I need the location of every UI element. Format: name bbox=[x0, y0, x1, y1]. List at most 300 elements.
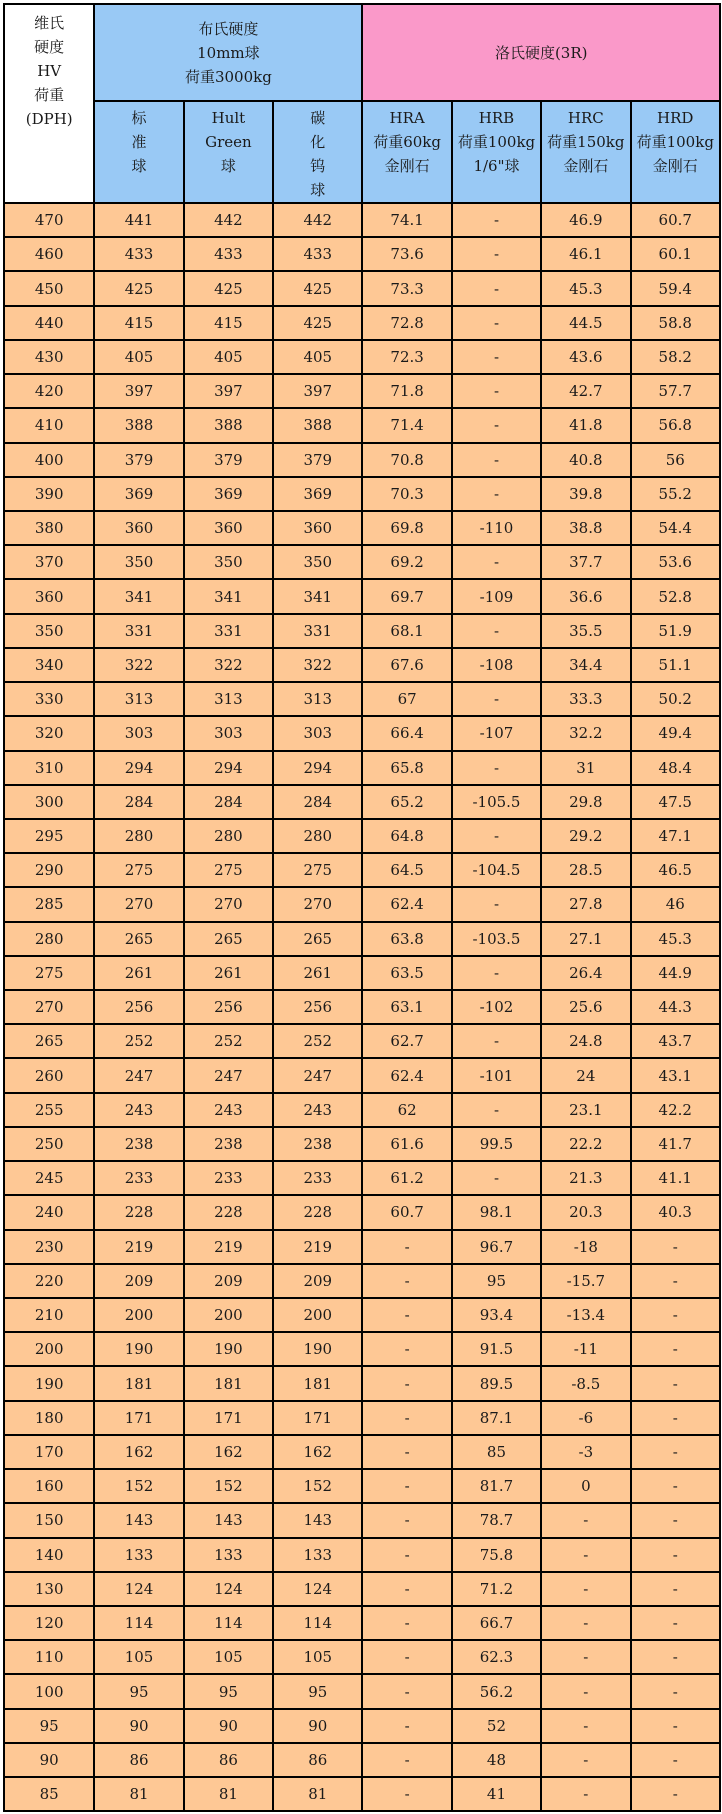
table-cell: 86 bbox=[273, 1743, 362, 1777]
table-cell: - bbox=[452, 443, 541, 477]
table-cell: 114 bbox=[273, 1606, 362, 1640]
table-cell: 210 bbox=[4, 1298, 94, 1332]
table-cell: 285 bbox=[4, 887, 94, 921]
table-row bbox=[4, 1298, 720, 1332]
table-cell: - bbox=[631, 1743, 720, 1777]
table-cell: 320 bbox=[4, 716, 94, 750]
table-cell: 171 bbox=[94, 1401, 183, 1435]
header-hrb: HRB 荷重100kg 1/6"球 bbox=[452, 101, 541, 203]
table-cell: 61.2 bbox=[362, 1161, 451, 1195]
table-cell: 61.6 bbox=[362, 1127, 451, 1161]
table-cell: - bbox=[631, 1606, 720, 1640]
table-cell: 27.1 bbox=[541, 922, 630, 956]
table-cell: 72.3 bbox=[362, 340, 451, 374]
table-cell: - bbox=[452, 408, 541, 442]
table-cell: 44.5 bbox=[541, 306, 630, 340]
table-cell: 54.4 bbox=[631, 511, 720, 545]
table-cell: 162 bbox=[273, 1435, 362, 1469]
table-cell: 64.8 bbox=[362, 819, 451, 853]
table-cell: - bbox=[452, 1093, 541, 1127]
table-cell: 341 bbox=[184, 579, 273, 613]
table-cell: 62.4 bbox=[362, 1058, 451, 1092]
table-cell: 67 bbox=[362, 682, 451, 716]
table-cell: - bbox=[631, 1709, 720, 1743]
table-row bbox=[4, 1743, 720, 1777]
table-cell: 171 bbox=[273, 1401, 362, 1435]
table-row bbox=[4, 785, 720, 819]
table-cell: - bbox=[362, 1674, 451, 1708]
table-row bbox=[4, 1332, 720, 1366]
table-cell: 219 bbox=[94, 1230, 183, 1264]
table-cell: 247 bbox=[94, 1058, 183, 1092]
table-cell: 20.3 bbox=[541, 1195, 630, 1229]
table-cell: 70.8 bbox=[362, 443, 451, 477]
table-row bbox=[4, 443, 720, 477]
table-cell: 180 bbox=[4, 1401, 94, 1435]
table-cell: 360 bbox=[273, 511, 362, 545]
table-cell: - bbox=[362, 1743, 451, 1777]
table-cell: - bbox=[452, 682, 541, 716]
table-cell: 300 bbox=[4, 785, 94, 819]
table-cell: - bbox=[631, 1674, 720, 1708]
table-cell: 270 bbox=[94, 887, 183, 921]
table-cell: 130 bbox=[4, 1572, 94, 1606]
table-cell: -105.5 bbox=[452, 785, 541, 819]
table-cell: 200 bbox=[184, 1298, 273, 1332]
table-cell: 90 bbox=[184, 1709, 273, 1743]
table-cell: - bbox=[362, 1469, 451, 1503]
table-cell: 95 bbox=[273, 1674, 362, 1708]
table-cell: 63.1 bbox=[362, 990, 451, 1024]
table-cell: - bbox=[452, 751, 541, 785]
table-cell: 78.7 bbox=[452, 1503, 541, 1537]
table-cell: 105 bbox=[273, 1640, 362, 1674]
table-cell: 28.5 bbox=[541, 853, 630, 887]
table-row bbox=[4, 1195, 720, 1229]
table-cell: 105 bbox=[184, 1640, 273, 1674]
table-cell: 330 bbox=[4, 682, 94, 716]
table-cell: 379 bbox=[273, 443, 362, 477]
table-cell: 265 bbox=[273, 922, 362, 956]
table-cell: 219 bbox=[273, 1230, 362, 1264]
table-cell: 162 bbox=[94, 1435, 183, 1469]
table-cell: 70.3 bbox=[362, 477, 451, 511]
table-cell: 87.1 bbox=[452, 1401, 541, 1435]
table-cell: 190 bbox=[273, 1332, 362, 1366]
table-cell: 160 bbox=[4, 1469, 94, 1503]
table-cell: 46.5 bbox=[631, 853, 720, 887]
table-cell: 60.7 bbox=[362, 1195, 451, 1229]
table-cell: 190 bbox=[4, 1366, 94, 1400]
table-cell: - bbox=[541, 1709, 630, 1743]
table-row bbox=[4, 306, 720, 340]
table-cell: - bbox=[631, 1538, 720, 1572]
table-cell: 95 bbox=[452, 1264, 541, 1298]
table-cell: 75.8 bbox=[452, 1538, 541, 1572]
table-cell: 256 bbox=[184, 990, 273, 1024]
table-cell: 181 bbox=[184, 1366, 273, 1400]
table-cell: 228 bbox=[273, 1195, 362, 1229]
table-row bbox=[4, 1127, 720, 1161]
table-cell: 45.3 bbox=[631, 922, 720, 956]
table-cell: 470 bbox=[4, 203, 94, 237]
table-cell: 313 bbox=[184, 682, 273, 716]
table-cell: 68.1 bbox=[362, 614, 451, 648]
table-cell: 233 bbox=[94, 1161, 183, 1195]
table-cell: 405 bbox=[184, 340, 273, 374]
table-cell: 350 bbox=[4, 614, 94, 648]
table-row bbox=[4, 716, 720, 750]
table-cell: 380 bbox=[4, 511, 94, 545]
table-cell: 38.8 bbox=[541, 511, 630, 545]
table-cell: 252 bbox=[184, 1024, 273, 1058]
table-cell: 220 bbox=[4, 1264, 94, 1298]
table-cell: - bbox=[452, 545, 541, 579]
table-cell: 261 bbox=[94, 956, 183, 990]
table-cell: 420 bbox=[4, 374, 94, 408]
header-hrc: HRC 荷重150kg 金刚石 bbox=[541, 101, 630, 203]
table-cell: - bbox=[452, 477, 541, 511]
table-cell: 425 bbox=[94, 271, 183, 305]
table-cell: - bbox=[631, 1230, 720, 1264]
table-cell: 67.6 bbox=[362, 648, 451, 682]
table-cell: 243 bbox=[184, 1093, 273, 1127]
table-cell: 93.4 bbox=[452, 1298, 541, 1332]
table-cell: 190 bbox=[184, 1332, 273, 1366]
table-cell: -15.7 bbox=[541, 1264, 630, 1298]
table-cell: 265 bbox=[4, 1024, 94, 1058]
table-cell: 369 bbox=[94, 477, 183, 511]
table-cell: 181 bbox=[273, 1366, 362, 1400]
table-cell: 290 bbox=[4, 853, 94, 887]
table-cell: 29.8 bbox=[541, 785, 630, 819]
table-cell: 275 bbox=[273, 853, 362, 887]
table-cell: 369 bbox=[273, 477, 362, 511]
table-cell: 48.4 bbox=[631, 751, 720, 785]
table-cell: 200 bbox=[94, 1298, 183, 1332]
table-cell: - bbox=[452, 1024, 541, 1058]
table-cell: 397 bbox=[184, 374, 273, 408]
table-row bbox=[4, 1024, 720, 1058]
table-cell: 41 bbox=[452, 1777, 541, 1811]
table-row bbox=[4, 887, 720, 921]
table-cell: 238 bbox=[184, 1127, 273, 1161]
table-cell: 81 bbox=[94, 1777, 183, 1811]
table-cell: - bbox=[452, 203, 541, 237]
table-cell: 65.2 bbox=[362, 785, 451, 819]
table-cell: 86 bbox=[94, 1743, 183, 1777]
table-cell: 133 bbox=[273, 1538, 362, 1572]
header-standard-ball: 标 准 球 bbox=[94, 101, 183, 203]
table-cell: 81 bbox=[184, 1777, 273, 1811]
table-cell: 71.2 bbox=[452, 1572, 541, 1606]
table-row bbox=[4, 1401, 720, 1435]
table-cell: 105 bbox=[94, 1640, 183, 1674]
table-cell: 433 bbox=[273, 237, 362, 271]
table-cell: 31 bbox=[541, 751, 630, 785]
table-row bbox=[4, 1264, 720, 1298]
table-cell: - bbox=[452, 956, 541, 990]
table-cell: - bbox=[362, 1709, 451, 1743]
table-cell: 270 bbox=[4, 990, 94, 1024]
table-row bbox=[4, 340, 720, 374]
table-cell: 275 bbox=[94, 853, 183, 887]
table-cell: - bbox=[541, 1674, 630, 1708]
table-cell: 200 bbox=[273, 1298, 362, 1332]
table-cell: 280 bbox=[184, 819, 273, 853]
table-cell: 46.9 bbox=[541, 203, 630, 237]
table-cell: - bbox=[631, 1435, 720, 1469]
table-cell: 62 bbox=[362, 1093, 451, 1127]
table-cell: 44.3 bbox=[631, 990, 720, 1024]
table-cell: 255 bbox=[4, 1093, 94, 1127]
table-cell: 29.2 bbox=[541, 819, 630, 853]
table-cell: - bbox=[452, 1161, 541, 1195]
header-hrd: HRD 荷重100kg 金刚石 bbox=[631, 101, 720, 203]
table-cell: 270 bbox=[184, 887, 273, 921]
table-cell: 388 bbox=[273, 408, 362, 442]
table-cell: 98.1 bbox=[452, 1195, 541, 1229]
table-cell: 256 bbox=[273, 990, 362, 1024]
table-cell: 89.5 bbox=[452, 1366, 541, 1400]
table-cell: 238 bbox=[94, 1127, 183, 1161]
table-cell: 162 bbox=[184, 1435, 273, 1469]
table-cell: 143 bbox=[184, 1503, 273, 1537]
table-cell: 43.1 bbox=[631, 1058, 720, 1092]
table-cell: - bbox=[362, 1298, 451, 1332]
table-cell: 360 bbox=[4, 579, 94, 613]
table-cell: 280 bbox=[4, 922, 94, 956]
table-cell: 74.1 bbox=[362, 203, 451, 237]
table-cell: 64.5 bbox=[362, 853, 451, 887]
table-cell: 415 bbox=[94, 306, 183, 340]
table-cell: 379 bbox=[94, 443, 183, 477]
table-cell: 69.8 bbox=[362, 511, 451, 545]
table-row bbox=[4, 1709, 720, 1743]
table-cell: 303 bbox=[94, 716, 183, 750]
table-cell: 42.2 bbox=[631, 1093, 720, 1127]
table-cell: 24.8 bbox=[541, 1024, 630, 1058]
table-cell: 95 bbox=[94, 1674, 183, 1708]
table-cell: - bbox=[541, 1503, 630, 1537]
table-cell: 51.9 bbox=[631, 614, 720, 648]
header-tungsten-carbide-ball: 碳 化 钨 球 bbox=[273, 101, 362, 203]
table-cell: 48 bbox=[452, 1743, 541, 1777]
table-cell: 60.7 bbox=[631, 203, 720, 237]
table-cell: 43.6 bbox=[541, 340, 630, 374]
table-cell: 40.8 bbox=[541, 443, 630, 477]
table-cell: 58.2 bbox=[631, 340, 720, 374]
table-cell: 331 bbox=[184, 614, 273, 648]
table-cell: - bbox=[631, 1366, 720, 1400]
table-cell: 45.3 bbox=[541, 271, 630, 305]
table-cell: 26.4 bbox=[541, 956, 630, 990]
table-row bbox=[4, 751, 720, 785]
table-cell: 247 bbox=[273, 1058, 362, 1092]
table-cell: 40.3 bbox=[631, 1195, 720, 1229]
table-cell: 181 bbox=[94, 1366, 183, 1400]
table-cell: 124 bbox=[273, 1572, 362, 1606]
table-cell: 60.1 bbox=[631, 237, 720, 271]
table-cell: 69.2 bbox=[362, 545, 451, 579]
table-cell: 209 bbox=[184, 1264, 273, 1298]
table-cell: 322 bbox=[184, 648, 273, 682]
table-cell: 32.2 bbox=[541, 716, 630, 750]
table-cell: -6 bbox=[541, 1401, 630, 1435]
table-cell: 310 bbox=[4, 751, 94, 785]
table-cell: 294 bbox=[94, 751, 183, 785]
table-cell: 430 bbox=[4, 340, 94, 374]
table-cell: 219 bbox=[184, 1230, 273, 1264]
table-cell: 56 bbox=[631, 443, 720, 477]
table-cell: 73.3 bbox=[362, 271, 451, 305]
table-cell: 238 bbox=[273, 1127, 362, 1161]
table-cell: - bbox=[452, 340, 541, 374]
table-cell: 24 bbox=[541, 1058, 630, 1092]
table-cell: 51.1 bbox=[631, 648, 720, 682]
table-cell: 47.1 bbox=[631, 819, 720, 853]
table-row bbox=[4, 1503, 720, 1537]
table-row bbox=[4, 1366, 720, 1400]
table-cell: 100 bbox=[4, 1674, 94, 1708]
table-cell: 22.2 bbox=[541, 1127, 630, 1161]
table-cell: 245 bbox=[4, 1161, 94, 1195]
table-cell: 124 bbox=[94, 1572, 183, 1606]
table-cell: 230 bbox=[4, 1230, 94, 1264]
table-cell: 388 bbox=[94, 408, 183, 442]
table-cell: -3 bbox=[541, 1435, 630, 1469]
table-cell: - bbox=[362, 1264, 451, 1298]
table-cell: 72.8 bbox=[362, 306, 451, 340]
table-cell: 90 bbox=[94, 1709, 183, 1743]
table-cell: 52 bbox=[452, 1709, 541, 1743]
table-cell: 233 bbox=[184, 1161, 273, 1195]
table-cell: 85 bbox=[4, 1777, 94, 1811]
table-cell: 65.8 bbox=[362, 751, 451, 785]
table-cell: 46.1 bbox=[541, 237, 630, 271]
table-row bbox=[4, 1230, 720, 1264]
table-cell: 247 bbox=[184, 1058, 273, 1092]
table-cell: 350 bbox=[184, 545, 273, 579]
table-cell: 62.7 bbox=[362, 1024, 451, 1058]
table-row bbox=[4, 1777, 720, 1811]
table-cell: 58.8 bbox=[631, 306, 720, 340]
table-row bbox=[4, 1538, 720, 1572]
table-cell: - bbox=[541, 1572, 630, 1606]
table-cell: 440 bbox=[4, 306, 94, 340]
table-cell: 425 bbox=[184, 271, 273, 305]
table-cell: - bbox=[631, 1640, 720, 1674]
table-cell: 433 bbox=[184, 237, 273, 271]
table-row bbox=[4, 1469, 720, 1503]
table-cell: 442 bbox=[273, 203, 362, 237]
table-cell: - bbox=[362, 1777, 451, 1811]
table-cell: 233 bbox=[273, 1161, 362, 1195]
table-cell: - bbox=[362, 1572, 451, 1606]
table-cell: 152 bbox=[184, 1469, 273, 1503]
table-cell: 23.1 bbox=[541, 1093, 630, 1127]
table-cell: 397 bbox=[94, 374, 183, 408]
table-cell: 44.9 bbox=[631, 956, 720, 990]
table-cell: 379 bbox=[184, 443, 273, 477]
table-row bbox=[4, 579, 720, 613]
table-cell: 95 bbox=[184, 1674, 273, 1708]
table-row bbox=[4, 203, 720, 237]
table-cell: 36.6 bbox=[541, 579, 630, 613]
table-cell: 81.7 bbox=[452, 1469, 541, 1503]
table-cell: 124 bbox=[184, 1572, 273, 1606]
table-cell: 460 bbox=[4, 237, 94, 271]
table-cell: 313 bbox=[273, 682, 362, 716]
table-cell: 341 bbox=[273, 579, 362, 613]
table-row bbox=[4, 922, 720, 956]
table-cell: 265 bbox=[184, 922, 273, 956]
table-cell: -102 bbox=[452, 990, 541, 1024]
table-cell: 261 bbox=[184, 956, 273, 990]
table-cell: 114 bbox=[94, 1606, 183, 1640]
header-hra: HRA 荷重60kg 金刚石 bbox=[362, 101, 451, 203]
table-row bbox=[4, 237, 720, 271]
table-cell: 49.4 bbox=[631, 716, 720, 750]
table-cell: 55.2 bbox=[631, 477, 720, 511]
table-cell: 71.4 bbox=[362, 408, 451, 442]
table-cell: - bbox=[452, 374, 541, 408]
table-cell: 140 bbox=[4, 1538, 94, 1572]
table-cell: 360 bbox=[94, 511, 183, 545]
table-cell: - bbox=[631, 1503, 720, 1537]
table-cell: 25.6 bbox=[541, 990, 630, 1024]
table-cell: 405 bbox=[94, 340, 183, 374]
table-cell: 33.3 bbox=[541, 682, 630, 716]
table-cell: 27.8 bbox=[541, 887, 630, 921]
table-cell: - bbox=[631, 1401, 720, 1435]
table-cell: 42.7 bbox=[541, 374, 630, 408]
table-cell: 57.7 bbox=[631, 374, 720, 408]
table-cell: - bbox=[631, 1332, 720, 1366]
table-cell: 390 bbox=[4, 477, 94, 511]
table-cell: 143 bbox=[273, 1503, 362, 1537]
table-cell: - bbox=[541, 1640, 630, 1674]
table-cell: 99.5 bbox=[452, 1127, 541, 1161]
table-cell: - bbox=[452, 237, 541, 271]
table-cell: - bbox=[541, 1606, 630, 1640]
table-cell: 295 bbox=[4, 819, 94, 853]
table-cell: 66.4 bbox=[362, 716, 451, 750]
table-cell: 0 bbox=[541, 1469, 630, 1503]
table-cell: 442 bbox=[184, 203, 273, 237]
table-cell: 331 bbox=[273, 614, 362, 648]
table-cell: 303 bbox=[184, 716, 273, 750]
table-cell: 441 bbox=[94, 203, 183, 237]
table-row bbox=[4, 1093, 720, 1127]
table-cell: 405 bbox=[273, 340, 362, 374]
table-cell: 150 bbox=[4, 1503, 94, 1537]
table-cell: 209 bbox=[94, 1264, 183, 1298]
table-cell: 275 bbox=[4, 956, 94, 990]
table-row bbox=[4, 1674, 720, 1708]
table-cell: 410 bbox=[4, 408, 94, 442]
table-row bbox=[4, 614, 720, 648]
table-cell: 252 bbox=[273, 1024, 362, 1058]
table-cell: 73.6 bbox=[362, 237, 451, 271]
table-cell: 322 bbox=[94, 648, 183, 682]
table-cell: 280 bbox=[94, 819, 183, 853]
table-row bbox=[4, 477, 720, 511]
table-row bbox=[4, 1161, 720, 1195]
table-cell: - bbox=[631, 1469, 720, 1503]
table-cell: 96.7 bbox=[452, 1230, 541, 1264]
table-cell: 53.6 bbox=[631, 545, 720, 579]
